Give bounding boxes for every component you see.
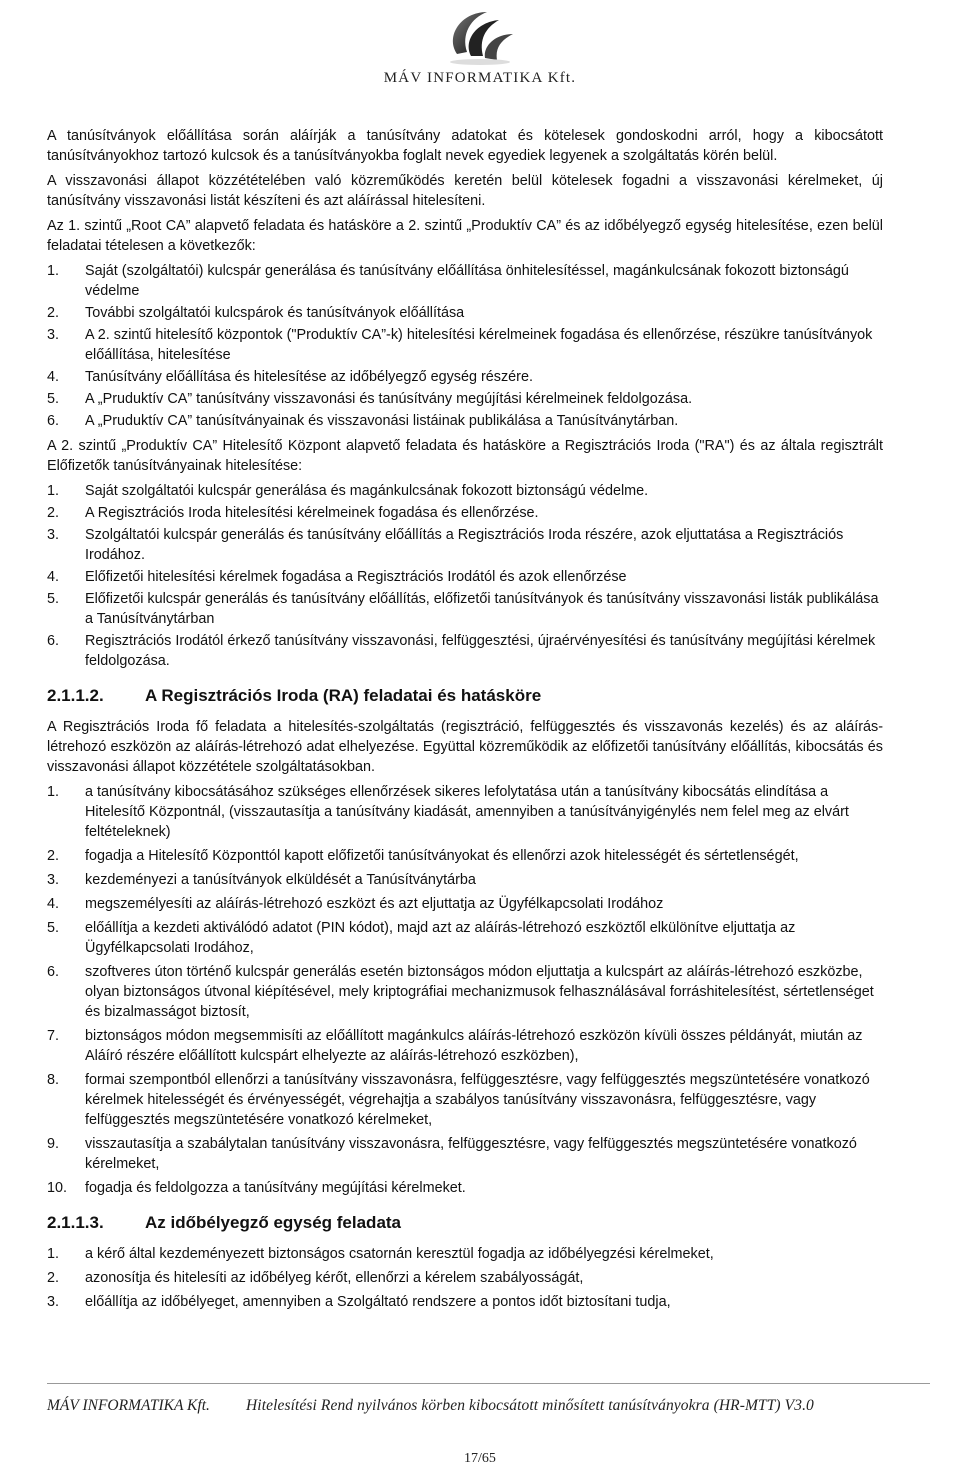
list-number: 4. [47, 896, 60, 912]
paragraph: A 2. szintű „Produktív CA” Hitelesítő Központ alapvető feladata és hatásköre a Regisztrációs Iroda ("RA") és az általa regisztrált Előfizetők tanúsítványainak hitelesítése: [47, 438, 883, 474]
list-item [47, 589, 883, 629]
list-item [47, 631, 883, 671]
paragraph: Az 1. szintű „Root CA” alapvető feladata és hatásköre a 2. szintű „Produktív CA” és az időbélyegző egység hitelesítése, ezen belül feladatai tételesen a következők: [47, 218, 883, 254]
list-text: fogadja és feldolgozza a tanúsítvány megújítási kérelmeket. [85, 1180, 466, 1196]
list-text: megszemélyesíti az aláírás-létrehozó eszközt és azt eljuttatja az Ügyfélkapcsolati Irodához [85, 896, 664, 912]
list-number: 6. [47, 413, 60, 429]
list-item [47, 846, 883, 866]
list-number: 7. [47, 1028, 60, 1044]
section-heading [47, 685, 883, 707]
list-number: 4. [47, 569, 60, 585]
list-item [47, 567, 883, 587]
list-item [47, 367, 883, 387]
list-text: visszautasítja a szabálytalan tanúsítvány visszavonásra, felfüggesztésre, vagy felfüggesztés megszüntetésére vonatkozó kérelmeket, [85, 1136, 857, 1172]
section-heading [47, 1212, 883, 1234]
list-item [47, 261, 883, 301]
list-text: szoftveres úton történő kulcspár generálás esetén biztonságos módon eljuttatja a kulcspárt az aláírás-létrehozó eszközbe, olyan biztonságos útvonal kiépítésével, mely kriptográfiai mechanizmusok felhasználásával forráshitelesítést, sértetlenséget és bizalmasságot biztosít, [85, 964, 874, 1020]
paragraph: A Regisztrációs Iroda fő feladata a hitelesítés-szolgáltatás (regisztráció, felfüggesztés és visszavonás kezelés) és az aláírás-létrehozó eszközön az aláírás-létrehozó adat elhelyezése. Együttal közreműködik az előfizetői tanúsítvány előállítás, kibocsátás és visszavonási állapot közzététele szolgáltatásokban. [47, 719, 883, 775]
list-number: 5. [47, 920, 60, 936]
list-item [47, 1134, 883, 1174]
list-item [47, 894, 883, 914]
paragraph: A tanúsítványok előállítása során aláírják a tanúsítvány adatokat és kötelesek gondoskodni arról, hogy a kibocsátott tanúsítványokhoz tartozó kulcsok és a tanúsítványokba foglalt nevek egyediek legyenek a szolgáltatás körén belül. [47, 128, 883, 164]
list-item [47, 411, 883, 431]
list-item [47, 525, 883, 565]
list-number: 6. [47, 964, 60, 980]
section-title: Az időbélyegző egység feladata [145, 1213, 402, 1232]
list-text: Regisztrációs Irodától érkező tanúsítvány visszavonási, felfüggesztési, újraérvényesítési és tanúsítvány megújítási kérelmek feldolgozása. [85, 633, 876, 669]
list-number: 1. [47, 784, 60, 800]
page-header [0, 0, 960, 100]
list-number: 5. [47, 591, 60, 607]
footer-document-title: Hitelesítési Rend nyilvános körben kibocsátott minősített tanúsítványokra (HR-MTT) V3.0 [246, 1397, 814, 1414]
list-item [47, 870, 883, 890]
list-number: 8. [47, 1072, 60, 1088]
list-item [47, 325, 883, 365]
list-item [47, 303, 883, 323]
list-number: 3. [47, 1294, 60, 1310]
list-number: 1. [47, 1246, 60, 1262]
list-item [47, 481, 883, 501]
section-title: A Regisztrációs Iroda (RA) feladatai és hatásköre [145, 686, 542, 705]
list-text: A „Pruduktív CA” tanúsítványainak és visszavonási listáinak publikálása a Tanúsítványtárban. [85, 413, 679, 429]
list-text: Saját szolgáltatói kulcspár generálása és magánkulcsának fokozott biztonságú védelme. [85, 483, 649, 499]
list-number: 2. [47, 1270, 60, 1286]
section-number: 2.1.1.3. [47, 1213, 104, 1232]
list-text: előállítja az időbélyeget, amennyiben a Szolgáltató rendszere a pontos időt biztosítani tudja, [85, 1294, 671, 1310]
list-item [47, 1292, 883, 1312]
list-text: A „Pruduktív CA” tanúsítvány visszavonási és tanúsítvány megújítási kérelmeinek feldolgozása. [85, 391, 693, 407]
list-number: 3. [47, 327, 60, 343]
timestamp-task-list [47, 1244, 883, 1312]
list-text: Szolgáltatói kulcspár generálás és tanúsítvány előállítás a Regisztrációs Iroda részére, azok eljuttatása a Regisztrációs Irodához. [85, 527, 844, 563]
list-number: 6. [47, 633, 60, 649]
list-text: A 2. szintű hitelesítő központok ("Produktív CA”-k) hitelesítési kérelmeinek fogadása és ellenőrzése, részükre tanúsítványok előállítása, hitelesítése [85, 327, 873, 363]
list-text: a kérő által kezdeményezett biztonságos csatornán keresztül fogadja az időbélyegzési kérelmeket, [85, 1246, 714, 1262]
list-text: azonosítja és hitelesíti az időbélyeg kérőt, ellenőrzi a kérelem szabályosságát, [85, 1270, 584, 1286]
list-text: a tanúsítvány kibocsátásához szükséges ellenőrzések sikeres lefolytatása után a tanúsítvány kibocsátás elindítása a Hitelesítő Központnál, (visszautasítja a tanúsítvány kiadását, amennyiben a tanúsítványigénylés nem felel meg az elvárt feltételeknek) [85, 784, 849, 840]
page-number: 17/65 [464, 1451, 496, 1466]
mav-informatika-logo [437, 6, 523, 68]
list-text: Saját (szolgáltatói) kulcspár generálása és tanúsítvány előállítása önhitelesítéssel, magánkulcsának fokozott biztonságú védelme [85, 263, 849, 299]
footer-company: MÁV INFORMATIKA Kft. [47, 1397, 210, 1414]
list-item [47, 1178, 883, 1198]
ra-task-list [47, 782, 883, 1198]
logo-text: MÁV INFORMATIKA Kft. [383, 70, 577, 86]
list-number: 10. [47, 1180, 68, 1196]
list-text: Tanúsítvány előállítása és hitelesítése az időbélyegző egység részére. [85, 369, 533, 385]
list-item [47, 782, 883, 842]
produktiv-ca-task-list [47, 481, 883, 671]
list-item [47, 962, 883, 1022]
list-text: kezdeményezi a tanúsítványok elküldését a Tanúsítványtárba [85, 872, 476, 888]
list-text: További szolgáltatói kulcspárok és tanúsítványok előállítása [85, 305, 465, 321]
footer-divider [47, 1383, 930, 1384]
list-item [47, 1244, 883, 1264]
list-number: 2. [47, 505, 60, 521]
list-item [47, 503, 883, 523]
list-text: Előfizetői hitelesítési kérelmek fogadása a Regisztrációs Irodától és azok ellenőrzése [85, 569, 627, 585]
list-item [47, 1070, 883, 1130]
list-item [47, 1268, 883, 1288]
list-number: 3. [47, 872, 60, 888]
document-body [47, 126, 883, 1317]
list-text: Előfizetői kulcspár generálás és tanúsítvány előállítás, előfizetői tanúsítványok és tanúsítvány visszavonási listák publikálása a Tanúsítványtárban [85, 591, 879, 627]
section-number: 2.1.1.2. [47, 686, 104, 705]
list-number: 1. [47, 483, 60, 499]
list-number: 4. [47, 369, 60, 385]
list-number: 2. [47, 305, 60, 321]
list-text: formai szempontból ellenőrzi a tanúsítvány visszavonásra, felfüggesztésre, vagy felfüggesztés megszüntetésére vonatkozó kérelmek hitelességét és érvényességét, végrehajtja a szabályos tanúsítvány visszavonásra, felfüggesztésre, vagy felfüggesztés megszüntetésére vonatkozó kérelmeket, [85, 1072, 870, 1128]
list-number: 5. [47, 391, 60, 407]
list-number: 2. [47, 848, 60, 864]
paragraph: A visszavonási állapot közzétételében való közreműködés keretén belül kötelesek fogadni a visszavonási kérelmeket, új tanúsítvány visszavonási listát készíteni és azt aláírással hitelesíteni. [47, 173, 883, 209]
list-text: fogadja a Hitelesítő Központtól kapott előfizetői tanúsítványokat és ellenőrzi azok hitelességét és sértetlenségét, [85, 848, 799, 864]
list-item [47, 389, 883, 409]
list-item [47, 1026, 883, 1066]
list-text: biztonságos módon megsemmisíti az előállított magánkulcs aláírás-létrehozó eszközön kívüli összes példányát, miután az Aláíró részére előállított kulcspárt elhelyezte az aláírás-létrehozó eszközben), [85, 1028, 863, 1064]
root-ca-task-list [47, 261, 883, 431]
list-number: 1. [47, 263, 60, 279]
list-text: A Regisztrációs Iroda hitelesítési kérelmeinek fogadása és ellenőrzése. [85, 505, 539, 521]
list-number: 3. [47, 527, 60, 543]
list-item [47, 918, 883, 958]
list-number: 9. [47, 1136, 60, 1152]
list-text: előállítja a kezdeti aktiválódó adatot (PIN kódot), majd azt az aláírás-létrehozó eszköztől elkülönítve eljuttatja az Ügyfélkapcsolati Irodához, [85, 920, 796, 956]
